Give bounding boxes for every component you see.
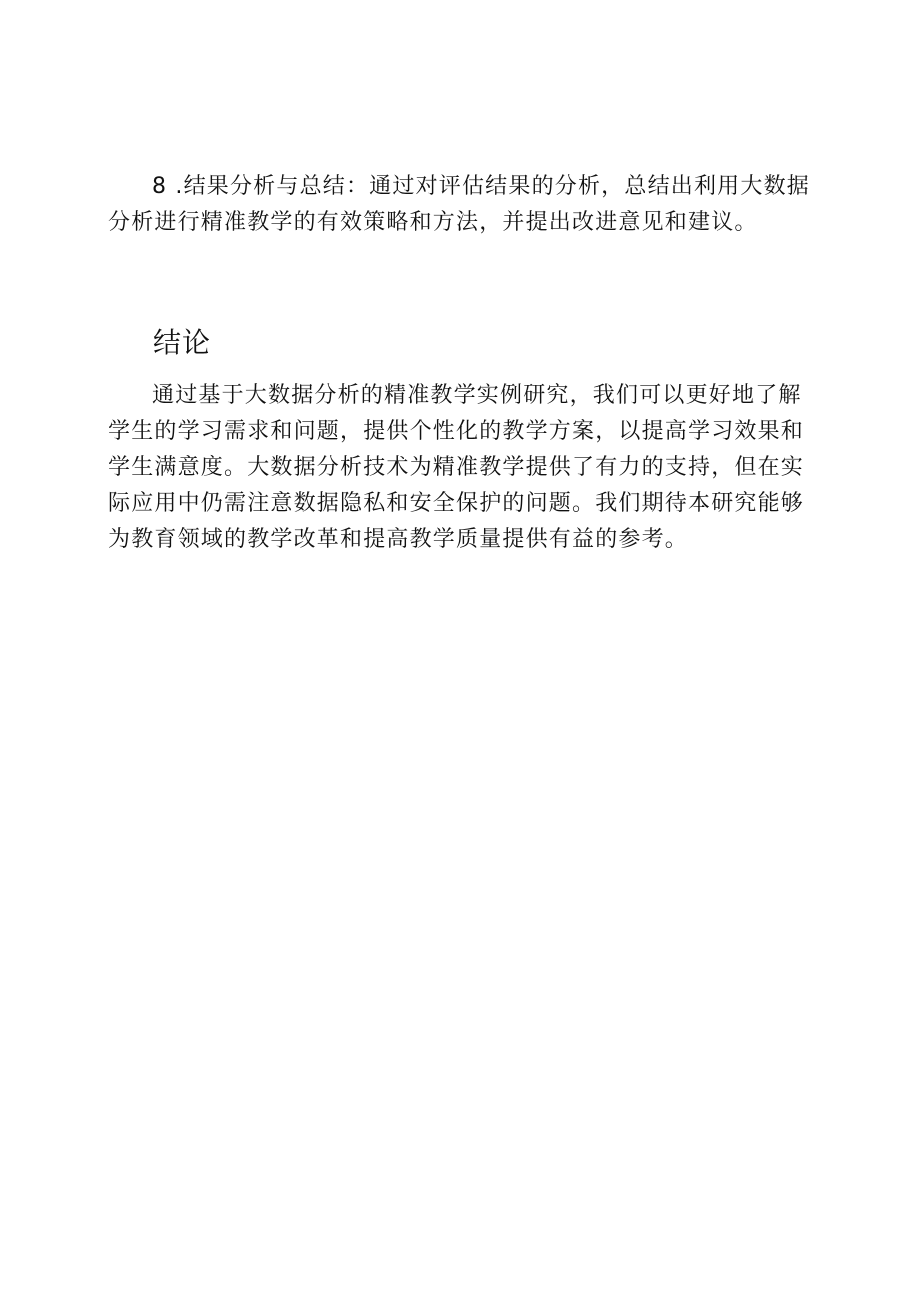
- conclusion-heading: 结论: [153, 326, 212, 359]
- conclusion-line-5: 为教育领域的教学改革和提高教学质量提供有益的参考。: [108, 527, 689, 552]
- conclusion-line-1: 通过基于大数据分析的精准教学实例研究，我们可以更好地了解: [152, 383, 802, 408]
- item-8-line-1: 8 .结果分析与总结：通过对评估结果的分析，总结出利用大数据: [152, 174, 810, 199]
- conclusion-line-4: 际应用中仍需注意数据隐私和安全保护的问题。我们期待本研究能够: [108, 491, 805, 516]
- conclusion-line-2: 学生的学习需求和问题，提供个性化的教学方案，以提高学习效果和: [108, 419, 805, 444]
- item-8-line-2: 分析进行精准教学的有效策略和方法，并提出改进意见和建议。: [108, 210, 758, 235]
- item-8-paragraph: [108, 169, 820, 241]
- conclusion-paragraph: [108, 378, 820, 558]
- conclusion-line-3: 学生满意度。大数据分析技术为精准教学提供了有力的支持，但在实: [108, 455, 805, 480]
